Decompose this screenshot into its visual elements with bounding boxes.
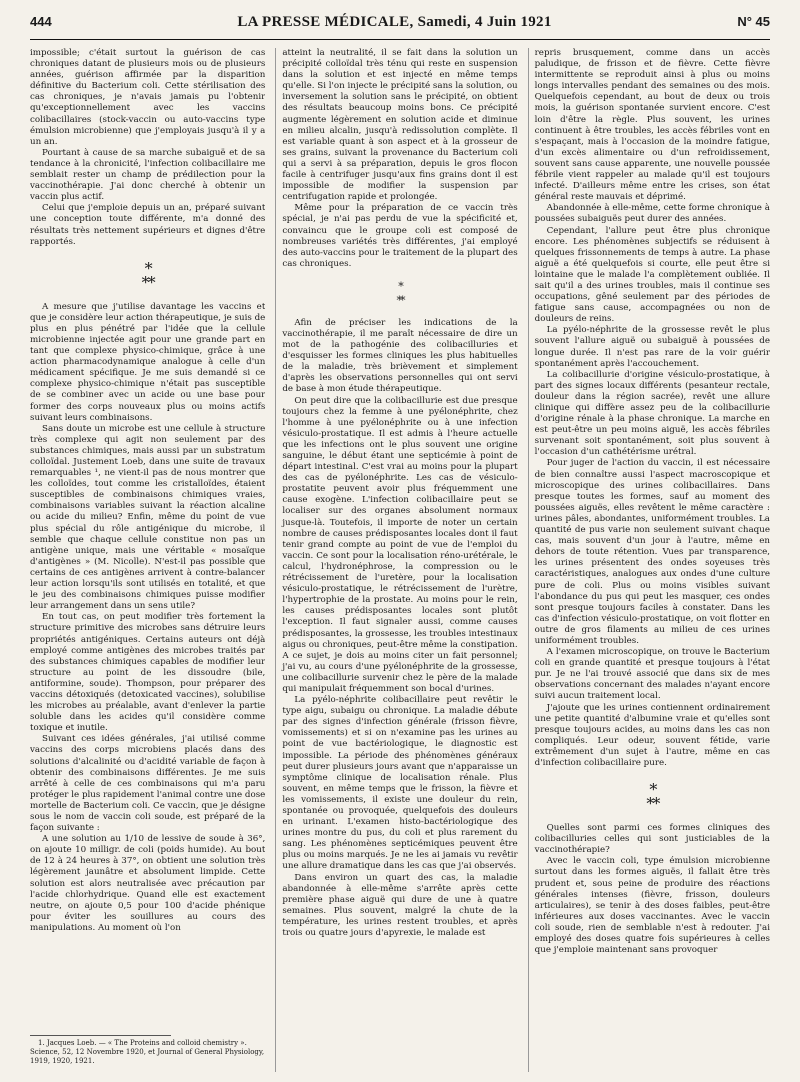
paragraph: La colibacillurie d'origine vésiculo-prostatique, à part des signes locaux différents (pesanteur rectale, douleur dans la région sacrée), revêt une allure clinique qui diffère assez peu de la colibacillurie d'origine rénale à la phase chronique. La marche en est peut-être un peu moins aiguë, les accès fébriles survenant soit spontanément, soit plus souvent à l'occasion d'un cathétérisme urétral. [534,369,770,458]
paragraph: Dans environ un quart des cas, la maladie abandonnée à elle-même s'arrête après cette première phase aiguë qui dure de une à quatre semaines. Plus souvent, malgré la chute de la température, les urines restent troubles, et après trois ou quatre jours d'apyrexie, le malade est [282,872,518,939]
paragraph: Celui que j'emploie depuis un an, préparé suivant une conception toute différente, m'a donné des résultats très nettement supérieurs et dignes d'être rapportés. [30,203,266,247]
section-separator: * ** [396,279,404,307]
paragraph: Pour juger de l'action du vaccin, il est nécessaire de bien connaître aussi l'aspect macroscopique et microscopique des urines colibacillaires. Dans presque toutes les formes, sauf au moment des poussées aiguës, elles revêtent le même caractère : urines pâles, abondantes, uniformément troubles. La quantité de pus varie non seulement suivant chaque cas, mais souvent d'un jour à l'autre, même en dehors de toute rétention. Vues par transparence, les urines présentent des ondes soyeuses très caractéristiques, analogues aux ondes d'une culture pure de coli. Plus ou moins visibles suivant l'abondance du pus qui peut les masquer, ces ondes sont presque toujours faciles à constater. Dans les cas d'infection vésiculo-prostatique, on voit flotter en outre de gros filaments au milieu de ces urines uniformément troubles. [534,458,770,646]
paragraph: On peut dire que la colibacillurie est due presque toujours chez la femme à une pyélonéphrite, chez l'homme à une pyélonéphrite ou à une infection vésiculo-prostatique. Il est admis à l'heure actuelle que les infections ont le plus souvent une origine sanguine, le début étant une septicémie à point de départ intestinal. C'est vrai au moins pour la plupart des cas de pyélonéphrite. Les cas de vésiculo-prostatite peuvent avoir plus fréquemment une cause exogène. L'infection colibacillaire peut se localiser sur des organes absolument normaux jusque-là. Toutefois, il importe de noter un certain nombre de causes prédisposantes locales dont il faut tenir grand compte au point de vue de l'emploi du vaccin. Ce sont pour la localisation réno-urétérale, le calcul, l'hydronéphrose, la compression ou le rétrécissement de l'uretère, pour la localisation vésiculo-prostatique, le rétrécissement de l'urètre, l'hypertrophie de la prostate. Au moins pour le rein, les causes prédisposantes locales sont plutôt l'exception. Il faut signaler aussi, comme causes prédisposantes, la grossesse, les troubles intestinaux aigus ou chroniques, peut-être même la constipation. A ce sujet, je dois au moins citer un fait personnel; j'ai vu, au cours d'une pyélonéphrite de la grossesse, une colibacillurie survenir chez le père de la malade qui manipulait fréquemment son bocal d'urines. [282,395,518,694]
article-columns [30,48,770,1072]
paragraph: impossible; c'était surtout la guérison de cas chroniques datant de plusieurs mois ou de plusieurs années, guérison affirmée par la disparition définitive du Bacterium coli. Cette stérilisation des cas chroniques, je n'avais jamais pu l'obtenir qu'exceptionnellement avec les vaccins colibacillaires (stock-vaccin ou auto-vaccins type émulsion microbienne) que j'employais jusqu'à il y a un an. [30,48,266,147]
paragraph: A l'examen microscopique, on trouve le Bacterium coli en grande quantité et presque toujours à l'état pur. Je ne l'ai trouvé associé que dans six de mes observations concernant des malades n'ayant encore suivi aucun traitement local. [534,647,770,702]
paragraph: Afin de préciser les indications de la vaccinothérapie, il me paraît nécessaire de dire un mot de la pathogénie des colibacilluries et d'esquisser les formes cliniques les plus habituelles de la maladie, très brièvement et simplement d'après les observations personnelles qui ont servi de base à mon étude thérapeutique. [282,317,518,395]
header-rule [30,39,770,40]
column-3 [528,48,770,1072]
running-title: LA PRESSE MÉDICALE, Samedi, 4 Juin 1921 [237,14,552,30]
paragraph: A mesure que j'utilise davantage les vaccins et que je considère leur action thérapeutique, je suis de plus en plus pénétré par l'idée que la cellule microbienne injectée agit pour une grande part en tant que complexe physico-chimique, grâce à une action pharmacodynamique analogue à celle d'un médicament spécifique. Je me suis demandé si ce complexe physico-chimique n'était pas susceptible de se combiner avec un acide ou une base pour former des corps nouveaux plus ou moins actifs suivant leurs combinaisons. [30,301,266,423]
section-separator: * ** [646,780,659,814]
paragraph: Sans doute un microbe est une cellule à structure très complexe qui agit non seulement par des substances chimiques, mais aussi par un substratum colloïdal. Justement Loeb, dans une suite de travaux remarquables ¹, ne vient-il pas de nous montrer que les colloïdes, tout comme les cristalloïdes, étaient susceptibles de combinaisons chimiques vraies, combinaisons variables suivant la réaction alcaline ou acide du milieu? Enfin, même du point de vue plus spécial du rôle antigénique du microbe, il semble que chaque cellule constitue non pas un antigène unique, mais une véritable « mosaïque d'antigènes » (M. Nicolle). N'est-il pas possible que certains de ces antigènes arrivent à contre-balancer leur action lorsqu'ils sont utilisés en totalité, et que le jeu des combinaisons chimiques puisse modifier leur arrangement dans un sens utile? [30,423,266,612]
paragraph: Cependant, l'allure peut être plus chronique encore. Les phénomènes subjectifs se réduisent à quelques frissonnements de temps à autre. La phase aiguë a été quelquefois si courte, elle peut être si lointaine que le malade l'a complètement oubliée. Il sait qu'il a des urines troubles, mais il continue ses occupations, gêné seulement par des périodes de fatigue sans cause, accompagnées ou non de douleurs de reins. [534,225,770,325]
column-2 [275,48,517,1072]
issue-number: N° 45 [737,14,770,29]
page-header [30,14,770,36]
paragraph: J'ajoute que les urines contiennent ordinairement une petite quantité d'albumine vraie et qu'elles sont presque toujours acides, au moins dans les cas non compliqués. Leur odeur, souvent fétide, varie extrêmement d'un sujet à l'autre, même en cas d'infection colibacillaire pure. [534,702,770,768]
section-separator: * ** [141,258,154,292]
paragraph: Abandonnée à elle-même, cette forme chronique à poussées subaiguës peut durer des années. [534,203,770,225]
paragraph: La pyélo-néphrite colibacillaire peut revêtir le type aigu, subaigu ou chronique. La maladie débute par des signes d'infection générale (frisson fièvre, vomissements) et si on n'examine pas les urines au point de vue bactériologique, le diagnostic est impossible. La période des phénomènes généraux peut durer plusieurs jours avant que n'apparaisse un symptôme clinique de localisation rénale. Plus souvent, en même temps que le frisson, la fièvre et les vomissements, il existe une douleur du rein, spontanée ou provoquée, quelquefois des douleurs en urinant. L'examen histo-bactériologique des urines montre du pus, du coli et plus rarement du sang. Les phénomènes septicémiques peuvent être plus ou moins marqués. Je ne les ai jamais vu revêtir une allure dramatique dans les cas que j'ai observés. [282,695,518,872]
paragraph: Même pour la préparation de ce vaccin très spécial, je n'ai pas perdu de vue la spécificité et, convaincu que le groupe coli est composé de nombreuses variétés très différentes, j'ai employé des auto-vaccins pour le traitement de la plupart des cas chroniques. [282,203,518,269]
paragraph: Suivant ces idées générales, j'ai utilisé comme vaccins des corps microbiens placés dans des solutions d'alcalinité ou d'acidité variable de façon à obtenir des combinaisons différentes. Je me suis arrêté à celle de ces combinaisons qui m'a paru protéger le plus rapidement l'animal contre une dose mortelle de Bacterium coli. Ce vaccin, que je désigne sous le nom de vaccin coli soude, est préparé de la façon suivante : [30,734,266,834]
paragraph: A une solution au 1/10 de lessive de soude à 36°, on ajoute 10 milligr. de coli (poids humide). Au bout de 12 à 24 heures à 37°, on obtient une solution très légèrement jaunâtre et absolument limpide. Cette solution est alors neutralisée avec précaution par l'acide chlorhydrique. Quand elle est exactement neutre, on ajoute 0,5 pour 100 d'acide phénique pour éviter les souillures au cours des manipulations. Au moment où l'on [30,834,266,933]
paragraph: Quelles sont parmi ces formes cliniques des colibacilluries celles qui sont justiciables de la vaccinothérapie? [534,823,770,856]
paragraph: En tout cas, on peut modifier très fortement la structure primitive des microbes sans détruire leurs propriétés antigéniques. Certains auteurs ont déjà employé comme antigènes des microbes traités par des substances chimiques capables de modifier leur structure au point de les dissoudre (bile, antiformine, soude). Thompson, pour préparer des vaccins détoxiqués (detoxicated vaccines), solubilise les microbes au préalable, avant d'enlever la partie soluble dans les acides qu'il considère comme toxique et inutile. [30,612,266,734]
paragraph: La pyélo-néphrite de la grossesse revêt le plus souvent l'allure aiguë ou subaiguë à poussées de longue durée. Il n'est pas rare de la voir guérir spontanément après l'accouchement. [534,325,770,369]
paragraph: repris brusquement, comme dans un accès paludique, de frisson et de fièvre. Cette fièvre intermittente se reproduit ainsi à plus ou moins longs intervalles pendant des semaines ou des mois. Quelquefois cependant, au bout de deux ou trois mois, la guérison spontanée survient encore. C'est loin d'être la règle. Plus souvent, les urines continuent à être troubles, les accès fébriles vont en s'espaçant, mais à l'occasion de la moindre fatigue, d'un excès alimentaire ou d'un refroidissement, souvent sans cause apparente, une nouvelle poussée fébrile vient rappeler au malade qu'il est toujours infecté. D'ailleurs même entre les crises, son état général reste mauvais et déprimé. [534,48,770,203]
column-1 [30,48,265,1072]
paragraph: atteint la neutralité, il se fait dans la solution un précipité colloïdal très ténu qui reste en suspension dans la solution et est injecté en même temps qu'elle. Si l'on injecte le précipité sans la solution, ou inversement la solution sans le précipité, on obtient des résultats beaucoup moins bons. Ce précipité augmente légèrement en solution acide et diminue en milieu alcalin, jusqu'à redissolution complète. Il est variable quant à son aspect et à la grosseur de ses grains, suivant la provenance du Bacterium coli qui a servi à sa préparation, depuis le gros flocon facile à centrifuger jusqu'aux fins grains dont il est impossible de modifier la suspension par centrifugation rapide et prolongée. [282,48,518,203]
page-number: 444 [30,14,52,29]
footnote: 1. Jacques Loeb. — « The Proteins and colloid chemistry ». Science, 52, 12 Novembre 1920, et Journal of General Physiology, 1919, 1920, 1921. [30,1039,265,1065]
paragraph: Pourtant à cause de sa marche subaiguë et de sa tendance à la chronicité, l'infection colibacillaire me semblait rester un champ de prédilection pour la vaccinothérapie. J'ai donc cherché à obtenir un vaccin plus actif. [30,147,266,203]
paragraph: Avec le vaccin coli, type émulsion microbienne surtout dans les formes aiguës, il fallait être très prudent et, sous peine de produire des réactions générales intenses (fièvre, frisson, douleurs articulaires), se tenir à des doses faibles, peut-être inférieures aux doses vaccinantes. Avec le vaccin coli soude, rien de semblable n'est à redouter. J'ai employé des doses quatre fois supérieures à celles que j'emploie maintenant sans provoquer [534,856,770,956]
